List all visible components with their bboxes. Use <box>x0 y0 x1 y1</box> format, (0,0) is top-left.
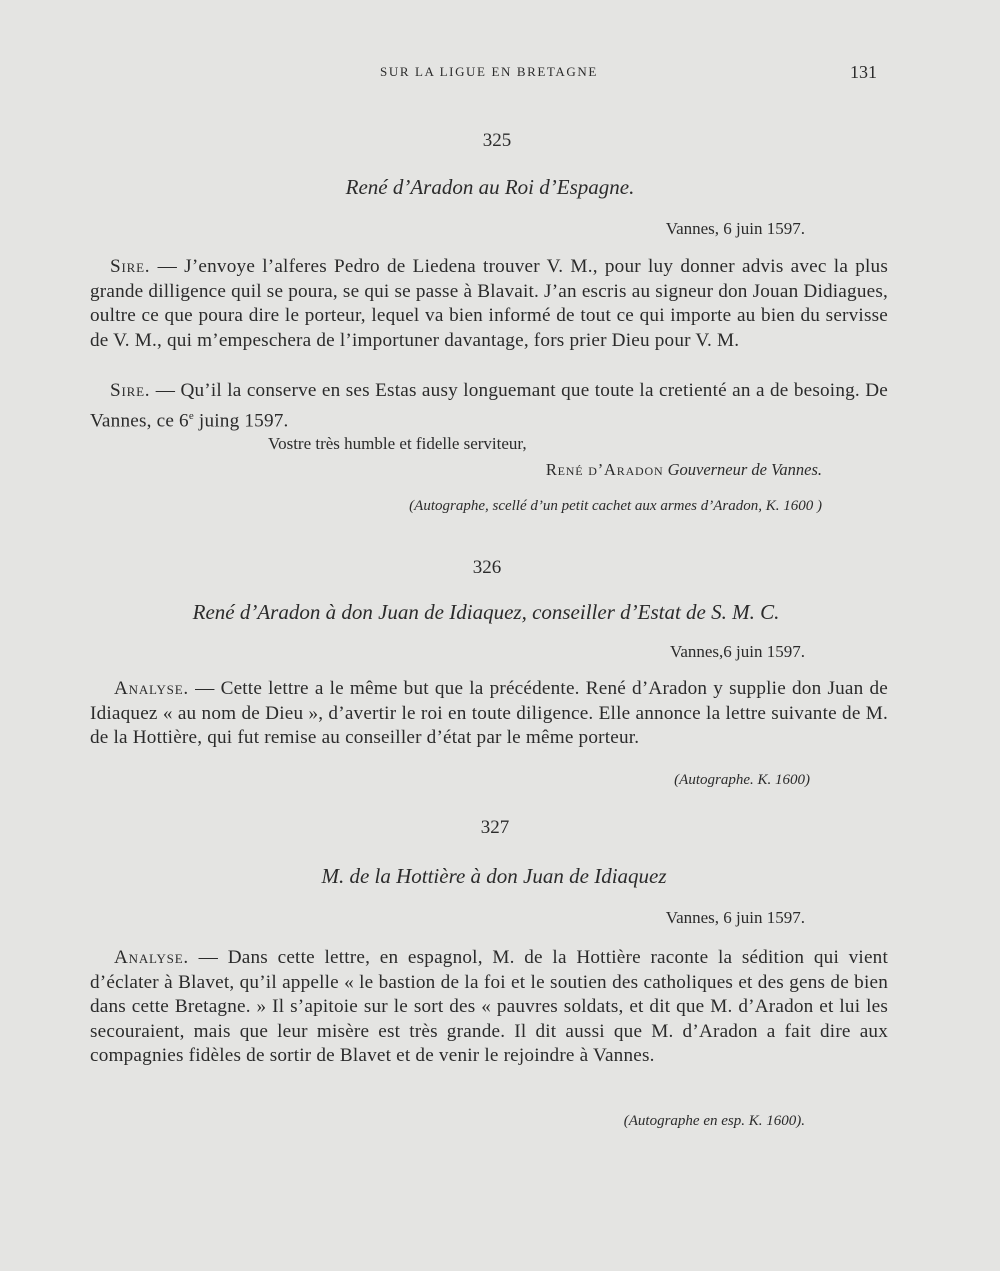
letter-body: Sire. — J’envoye l’alferes Pedro de Liedena trouver V. M., pour luy donner advis avec la plus grande dilligence quil se poura, se qui se passe à Blavait. J’an escris au signeur don Jouan Didiagues, oultre ce que poura dire le porteur, lequel va bien informé de tout ce qui importe au bien du servisse de V. M., qui m’empeschera de l’importuner davantage, fors prier Dieu pour V. M. <box>90 256 888 351</box>
letter-number: 326 <box>472 557 502 578</box>
running-head: SUR LA LIGUE EN BRETAGNE <box>380 64 598 79</box>
letter-title: René d’Aradon au Roi d’Espagne. <box>345 175 635 199</box>
signature-title: Gouverneur de Vannes. <box>667 460 822 479</box>
letter-date: Vannes, 6 juin 1597. <box>665 219 805 238</box>
letter-date: Vannes, 6 juin 1597. <box>665 908 805 927</box>
letter-date: Vannes,6 juin 1597. <box>669 642 805 661</box>
letter-body-closing: Sire. — Qu’il la conserve en ses Estas ausy longuemant que toute la cretienté an a de besoing. De Vannes, ce 6e juing 1597. <box>90 380 888 431</box>
analysis-paragraph: Analyse. — Dans cette lettre, en espagnol, M. de la Hottière raconte la sédition qui vient d’éclater à Blavet, qu’il appelle « le bastion de la foi et le soutien des catholiques et des gens de bien dans cette Bretagne. » Il s’apitoie sur le sort des « pauvres soldats, et dit que M. d’Aradon et lui les secouraient, mais que leur misère est très grande. Il dit aussi que M. d’Aradon a fait dire aux compagnies fidèles de sortir de Blavet et de venir le rejoindre à Vannes. <box>90 947 888 1067</box>
letter-number: 327 <box>480 817 510 838</box>
salutation: Sire. <box>110 256 151 277</box>
letter-number: 325 <box>482 130 512 151</box>
complimentary-close: Vostre très humble et fidelle serviteur, <box>268 434 527 453</box>
signature-name: René d’Aradon <box>545 460 664 479</box>
analysis-label: Analyse. <box>114 678 190 699</box>
source-note: (Autographe en esp. K. 1600). <box>623 1113 805 1129</box>
letter-title: René d’Aradon à don Juan de Idiaquez, conseiller d’Estat de S. M. C. <box>192 600 780 624</box>
analysis-label: Analyse. <box>114 947 190 968</box>
source-note: (Autographe. K. 1600) <box>674 772 810 788</box>
letter-title: M. de la Hottière à don Juan de Idiaquez <box>321 864 667 888</box>
page-number: 131 <box>850 62 877 82</box>
signature <box>546 460 822 480</box>
analysis-paragraph: Analyse. — Cette lettre a le même but que la précédente. René d’Aradon y supplie don Juan de Idiaquez « au nom de Dieu », d’avertir le roi en toute diligence. Elle annonce la lettre suivante de M. de la Hottière, qui fut remise au conseiller d’état par le même porteur. <box>90 678 888 749</box>
source-note: (Autographe, scellé d’un petit cachet aux armes d’Aradon, K. 1600 ) <box>409 498 822 514</box>
salutation: Sire. <box>110 380 151 401</box>
